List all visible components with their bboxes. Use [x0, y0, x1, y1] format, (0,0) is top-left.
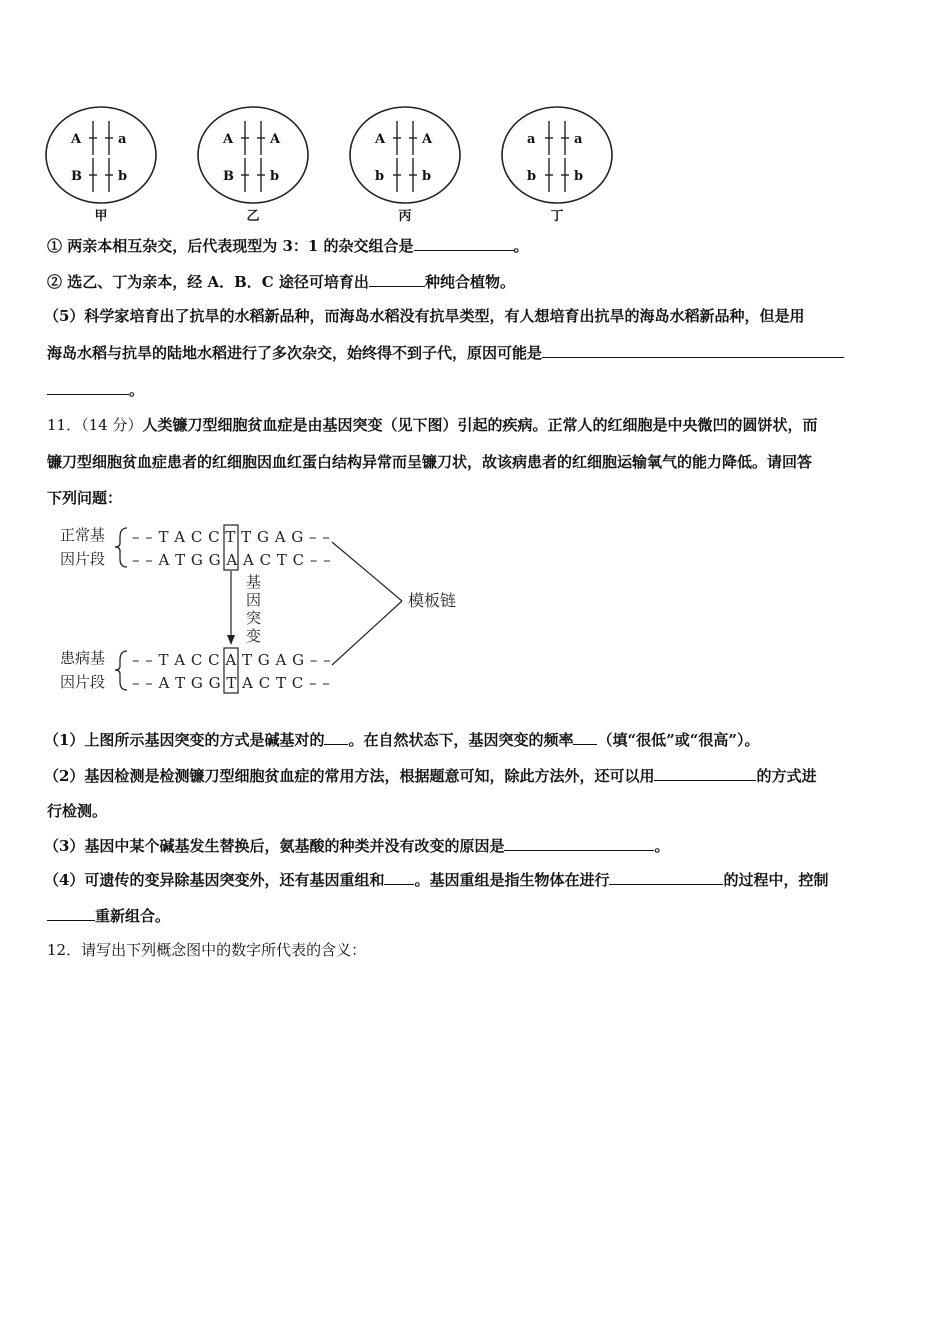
- q11-part2: [44, 766, 816, 786]
- answer-blank[interactable]: [654, 766, 756, 781]
- q10-item5-b: [47, 343, 844, 363]
- normal-strand-1: – – T A C C T T G A G – –: [132, 528, 331, 546]
- allele-label: b: [422, 169, 432, 184]
- q11-part4-b: 。基因重组是指生物体在进行: [414, 871, 610, 889]
- q11-part4: [44, 870, 828, 890]
- gene-mutation-diagram: [0, 515, 520, 700]
- q11-intro-b: 镰刀型细胞贫血症患者的红细胞因血红蛋白结构异常而呈镰刀状，故该病患者的红细胞运输氧气的能力降低。请回答: [47, 453, 813, 471]
- q11-part2-c: 行检测。: [47, 802, 108, 820]
- template-strand-label: 模板链: [408, 591, 457, 610]
- allele-label: a: [574, 132, 583, 147]
- answer-blank[interactable]: [47, 380, 129, 395]
- normal-gene-label-2: 因片段: [60, 550, 106, 568]
- patient-strand-1: – – T A C C A T G A G – –: [132, 651, 332, 669]
- allele-label: b: [527, 169, 537, 184]
- q10-item2-end: 种纯合植物。: [424, 273, 515, 291]
- q10-item2: [47, 272, 515, 292]
- answer-blank[interactable]: [573, 730, 597, 745]
- q11-part1: [44, 730, 759, 750]
- allele-label: b: [574, 169, 584, 184]
- template-pointer-bottom: [332, 601, 402, 665]
- cell-label: 丁: [550, 209, 564, 224]
- q11-part4-cont: [47, 906, 170, 926]
- allele-label: B: [71, 169, 82, 184]
- q11-part2-a: （2）基因检测是检测镰刀型细胞贫血症的常用方法，根据题意可知，除此方法外，还可以用: [44, 767, 655, 785]
- allele-label: A: [375, 132, 386, 147]
- allele-label: b: [270, 169, 280, 184]
- q10-item5-a: （5）科学家培育出了抗旱的水稻新品种，而海岛水稻没有抗旱类型，有人想培育出抗旱的海岛水稻新品种，但是用: [44, 307, 805, 325]
- q11-part3: [44, 836, 669, 856]
- answer-blank[interactable]: [504, 836, 654, 851]
- allele-label: B: [223, 169, 234, 184]
- q10-item2-text: ② 选乙、丁为亲本，经 A．B．C 途径可培育出: [47, 273, 369, 291]
- cell-outline: [198, 107, 308, 203]
- allele-label: a: [527, 132, 536, 147]
- answer-blank[interactable]: [384, 870, 414, 885]
- allele-label: A: [270, 132, 281, 147]
- patient-gene-label-2: 因片段: [60, 673, 106, 691]
- template-pointer-top: [332, 542, 402, 601]
- brace-icon: [115, 528, 127, 567]
- normal-gene-label-1: 正常基: [60, 526, 106, 544]
- answer-blank[interactable]: [369, 272, 425, 287]
- q10-item1-text: ① 两亲本相互杂交，后代表现型为 3：1 的杂交组合是: [47, 237, 414, 255]
- q10-item5-b-text: 海岛水稻与抗旱的陆地水稻进行了多次杂交，始终得不到子代，原因可能是: [47, 344, 543, 362]
- allele-label: a: [118, 132, 127, 147]
- allele-label: b: [118, 169, 128, 184]
- q11-part3-a: （3）基因中某个碱基发生替换后，氨基酸的种类并没有改变的原因是: [44, 837, 505, 855]
- q10-item1-end: 。: [513, 237, 529, 255]
- q11-part1-c: （填“很低”或“很高”）。: [597, 731, 760, 749]
- cell-4: [502, 107, 612, 224]
- q11-part1-b: 。在自然状态下，基因突变的频率: [348, 731, 574, 749]
- answer-blank[interactable]: [609, 870, 723, 885]
- patient-gene-label-1: 患病基: [60, 649, 106, 667]
- cell-outline: [350, 107, 460, 203]
- answer-blank[interactable]: [324, 730, 348, 745]
- allele-label: b: [375, 169, 385, 184]
- q12-text: [47, 940, 366, 960]
- q11-intro-a-text: 人类镰刀型细胞贫血症是由基因突变（见下图）引起的疾病。正常人的红细胞是中央微凹的圆饼状，而: [142, 416, 818, 434]
- cell-3: [350, 107, 460, 224]
- q10-item5-c: [47, 380, 144, 400]
- cell-label: 甲: [94, 209, 108, 224]
- cell-diagram-row: [0, 0, 950, 230]
- q10-item1: [47, 236, 529, 256]
- q11-intro-c: 下列问题：: [47, 489, 123, 507]
- q12-prompt: 12．请写出下列概念图中的数字所代表的含义：: [47, 941, 367, 959]
- q11-number: 11．（14 分）: [47, 416, 143, 434]
- q11-part3-b: 。: [654, 837, 670, 855]
- cell-outline: [46, 107, 156, 203]
- q11-part4-d: 重新组合。: [95, 907, 171, 925]
- cell-2: [198, 107, 308, 224]
- q10-item5-end: 。: [129, 381, 145, 399]
- arrow-head-icon: [227, 635, 235, 645]
- q11-part4-c: 的过程中，控制: [723, 871, 829, 889]
- q11-part1-a: （1）上图所示基因突变的方式是碱基对的: [44, 731, 325, 749]
- cell-label: 乙: [246, 209, 260, 224]
- q11-part4-a: （4）可遗传的变异除基因突变外，还有基因重组和: [44, 871, 385, 889]
- q11-part2-b: 的方式进: [756, 767, 817, 785]
- allele-label: A: [422, 132, 433, 147]
- answer-blank[interactable]: [47, 906, 95, 921]
- normal-strand-2: – – A T G G A A C T C – –: [132, 551, 332, 569]
- brace-icon: [115, 651, 127, 690]
- answer-blank[interactable]: [542, 343, 844, 358]
- q11-intro-a: [47, 415, 817, 435]
- answer-blank[interactable]: [414, 236, 514, 251]
- allele-label: A: [223, 132, 234, 147]
- mutation-label: 基因突变: [246, 573, 262, 645]
- cell-label: 丙: [398, 209, 412, 224]
- cell-1: [46, 107, 156, 224]
- patient-strand-2: – – A T G G T A C T C – –: [132, 674, 331, 692]
- cell-outline: [502, 107, 612, 203]
- allele-label: A: [71, 132, 82, 147]
